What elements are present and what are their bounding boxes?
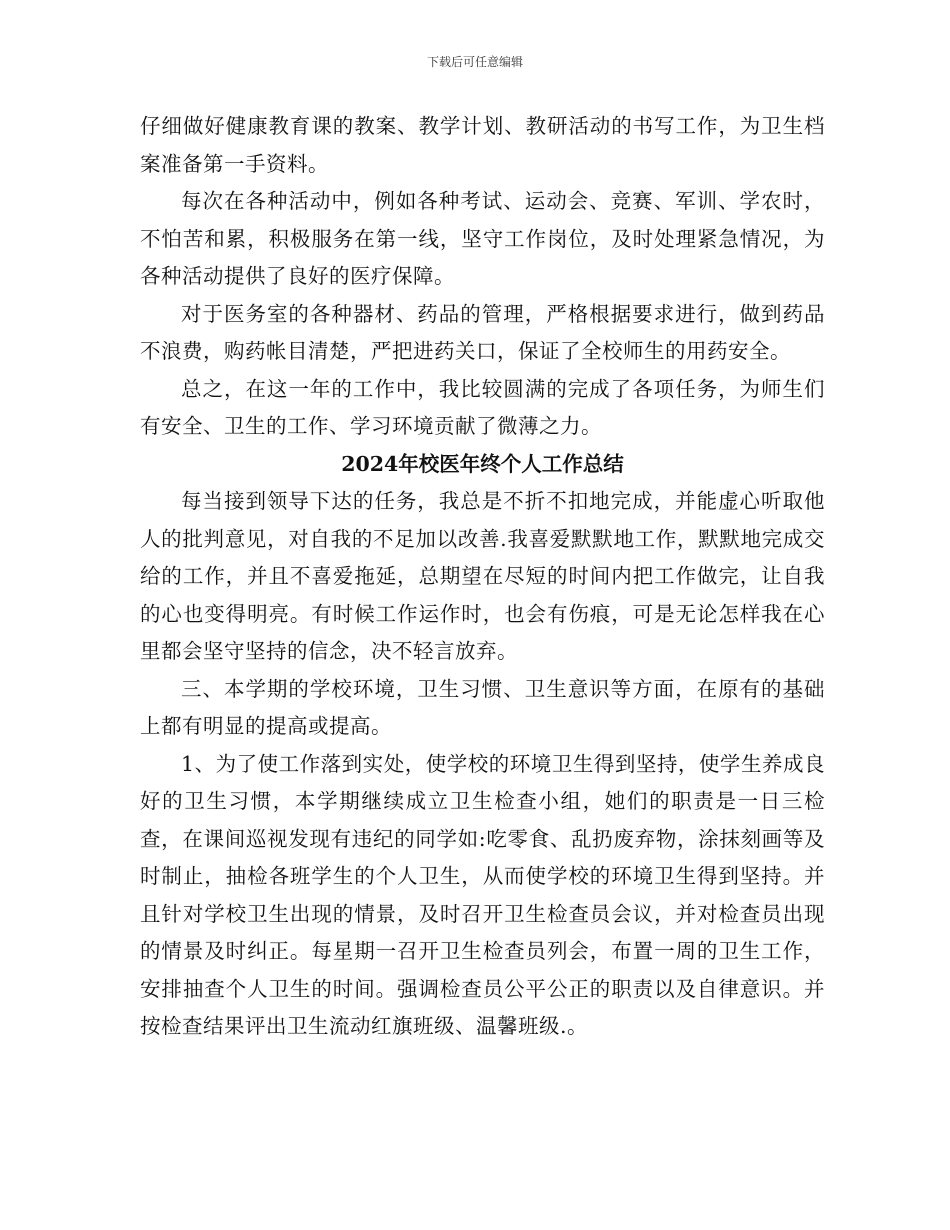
paragraph-3: 对于医务室的各种器材、药品的管理，严格根据要求进行，做到药品不浪费，购药帐目清楚，严把进药关口，保证了全校师生的用药安全。 <box>140 301 825 363</box>
paragraph-1: 仔细做好健康教育课的教案、教学计划、教研活动的书写工作，为卫生档案准备第一手资料。 <box>140 114 825 176</box>
paragraph-7: 1、为了使工作落到实处，使学校的环境卫生得到坚持，使学生养成良好的卫生习惯，本学期继续成立卫生检查小组，她们的职责是一日三检查，在课间巡视发现有违纪的同学如:吃零食、乱扔废弃物，涂抹刻画等及时制止，抽检各班学生的个人卫生，从而使学校的环境卫生得到坚持。并且针对学校卫生出现的情景，及时召开卫生检查员会议，并对检查员出现的情景及时纠正。每星期一召开卫生检查员列会，布置一周的卫生工作，安排抽查个人卫生的时间。强调检查员公平公正的职责以及自律意识。并按检查结果评出卫生流动红旗班级、温馨班级.。 <box>140 751 825 1038</box>
page-header-note: 下载后可任意编辑 <box>426 55 523 69</box>
paragraph-6: 三、本学期的学校环境，卫生习惯、卫生意识等方面，在原有的基础上都有明显的提高或提高。 <box>140 676 825 738</box>
section-heading: 2024年校医年终个人工作总结 <box>341 451 624 476</box>
paragraph-4: 总之，在这一年的工作中，我比较圆满的完成了各项任务，为师生们有安全、卫生的工作、学习环境贡献了微薄之力。 <box>140 376 825 438</box>
paragraph-5: 每当接到领导下达的任务，我总是不折不扣地完成，并能虚心听取他人的批判意见，对自我的不足加以改善.我喜爱默默地工作，默默地完成交给的工作，并且不喜爱拖延，总期望在尽短的时间内把工作做完，让自我的心也变得明亮。有时候工作运作时，也会有伤痕，可是无论怎样我在心里都会坚守坚持的信念，决不轻言放弃。 <box>140 489 825 663</box>
paragraph-2: 每次在各种活动中，例如各种考试、运动会、竞赛、军训、学农时，不怕苦和累，积极服务在第一线，坚守工作岗位，及时处理紧急情况，为各种活动提供了良好的医疗保障。 <box>140 189 825 288</box>
document-body <box>140 108 825 1046</box>
